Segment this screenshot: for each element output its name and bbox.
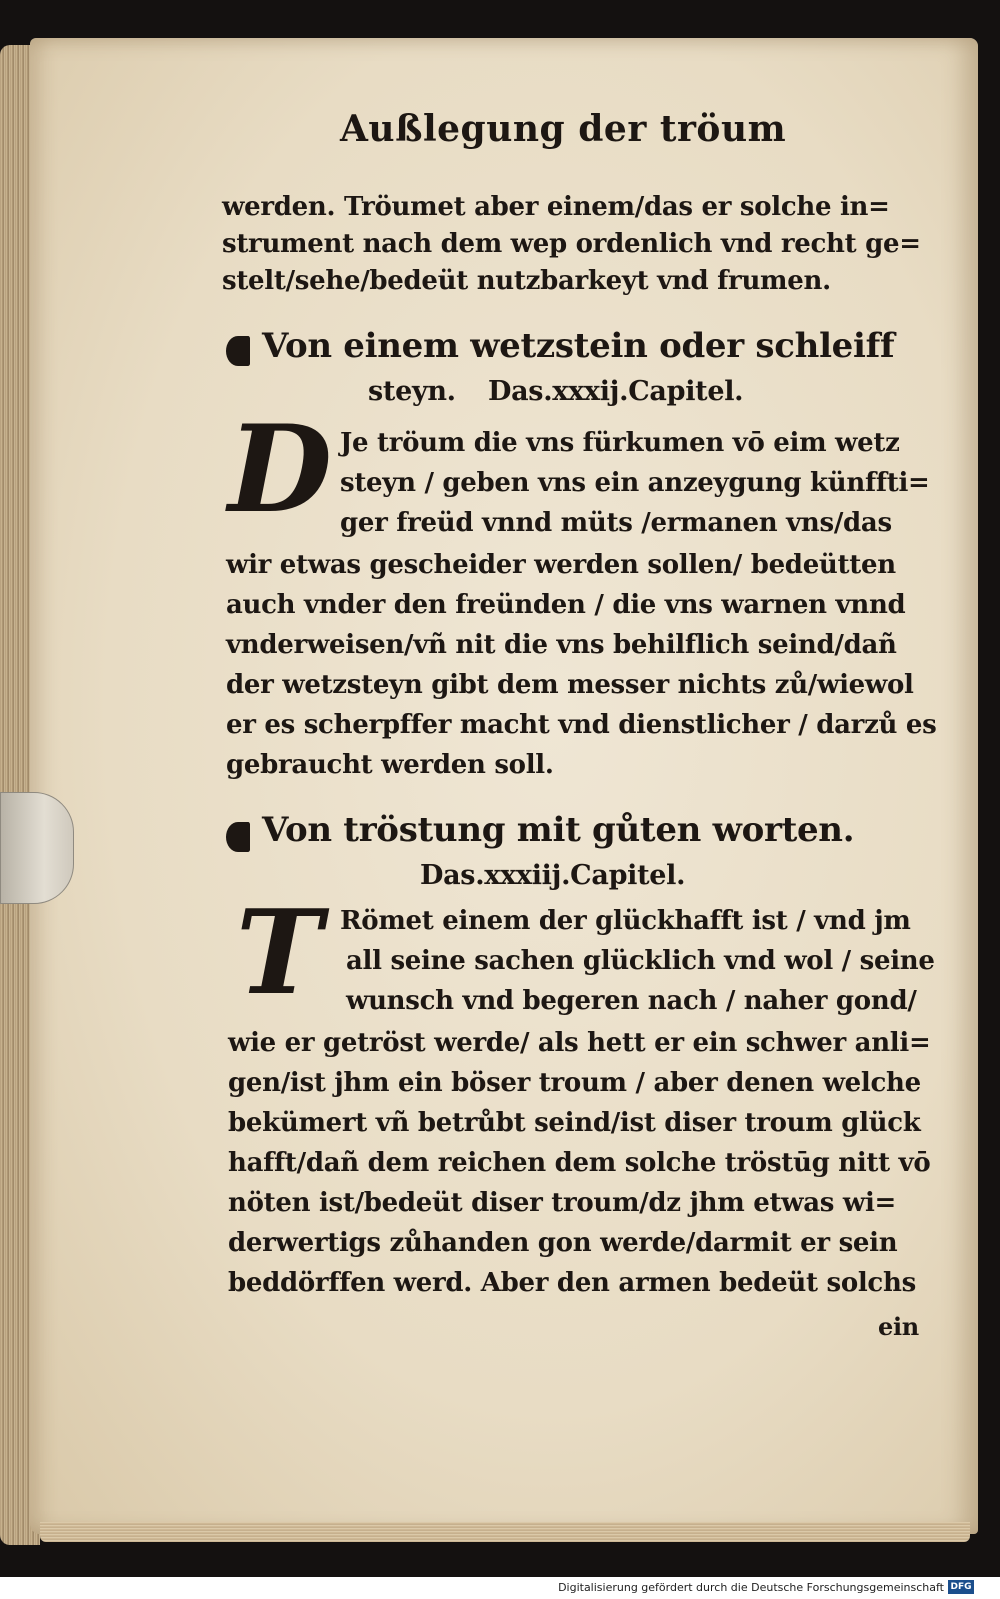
text-line: wir etwas gescheider werden sollen/ bedeütten <box>226 550 896 580</box>
page-bottom-edge <box>40 1522 970 1542</box>
decorated-initial: T <box>236 885 323 1021</box>
page-clip <box>0 792 74 904</box>
book-page <box>30 38 978 1534</box>
text-line: werden. Tröumet aber einem/das er solche in= <box>222 192 890 222</box>
text-line: gebraucht werden soll. <box>226 750 554 780</box>
text-line: der wetzsteyn gibt dem messer nichts zů/wiewol <box>226 670 914 700</box>
section-heading: Von tröstung mit gůten worten. <box>262 810 855 850</box>
text-line: vnderweisen/vñ nit die vns behilflich seind/dañ <box>226 630 897 660</box>
text-line: Je tröum die vns fürkumen vō eim wetz <box>340 428 900 458</box>
digitization-credit: Digitalisierung gefördert durch die Deutsche Forschungsgemeinschaft <box>558 1581 944 1594</box>
dfg-logo: DFG <box>948 1580 974 1594</box>
text-line: ger freüd vnnd müts /ermanen vns/das <box>340 508 892 538</box>
text-line: beddörffen werd. Aber den armen bedeüt solchs <box>228 1268 916 1298</box>
text-line: stelt/sehe/bedeüt nutzbarkeyt vnd frumen. <box>222 266 831 296</box>
text-line: auch vnder den freünden / die vns warnen vnnd <box>226 590 906 620</box>
text-line: wie er getröst werde/ als hett er ein schwer anli= <box>228 1028 931 1058</box>
pilcrow-icon <box>226 822 250 852</box>
text-line: all seine sachen glücklich vnd wol / seine <box>346 946 935 976</box>
text-line: er es scherpffer macht vnd dienstlicher / darzů es <box>226 710 937 740</box>
pilcrow-icon <box>226 336 250 366</box>
text-line: hafft/dañ dem reichen dem solche tröstūg nitt vō <box>228 1148 931 1178</box>
text-line: wunsch vnd begeren nach / naher gond/ <box>346 986 917 1016</box>
catchword: ein <box>878 1312 919 1341</box>
section-heading: Von einem wetzstein oder schleiff <box>262 326 895 366</box>
text-line: gen/ist jhm ein böser troum / aber denen welche <box>228 1068 921 1098</box>
text-line: strument nach dem wep ordenlich vnd recht ge= <box>222 229 921 259</box>
section-heading-continuation: steyn. <box>368 376 456 407</box>
text-line: steyn / geben vns ein anzeygung künffti= <box>340 468 930 498</box>
chapter-label: Das.xxxij.Capitel. <box>488 376 744 407</box>
text-line: Römet einem der glückhafft ist / vnd jm <box>340 906 911 936</box>
decorated-initial: D <box>228 399 333 540</box>
running-head: Außlegung der tröum <box>340 108 787 150</box>
text-line: nöten ist/bedeüt diser troum/dz jhm etwas wi= <box>228 1188 897 1218</box>
chapter-label: Das.xxxiij.Capitel. <box>420 860 686 891</box>
text-line: bekümert vñ betrůbt seind/ist diser troum glück <box>228 1108 921 1138</box>
text-line: derwertigs zůhanden gon werde/darmit er sein <box>228 1228 898 1258</box>
